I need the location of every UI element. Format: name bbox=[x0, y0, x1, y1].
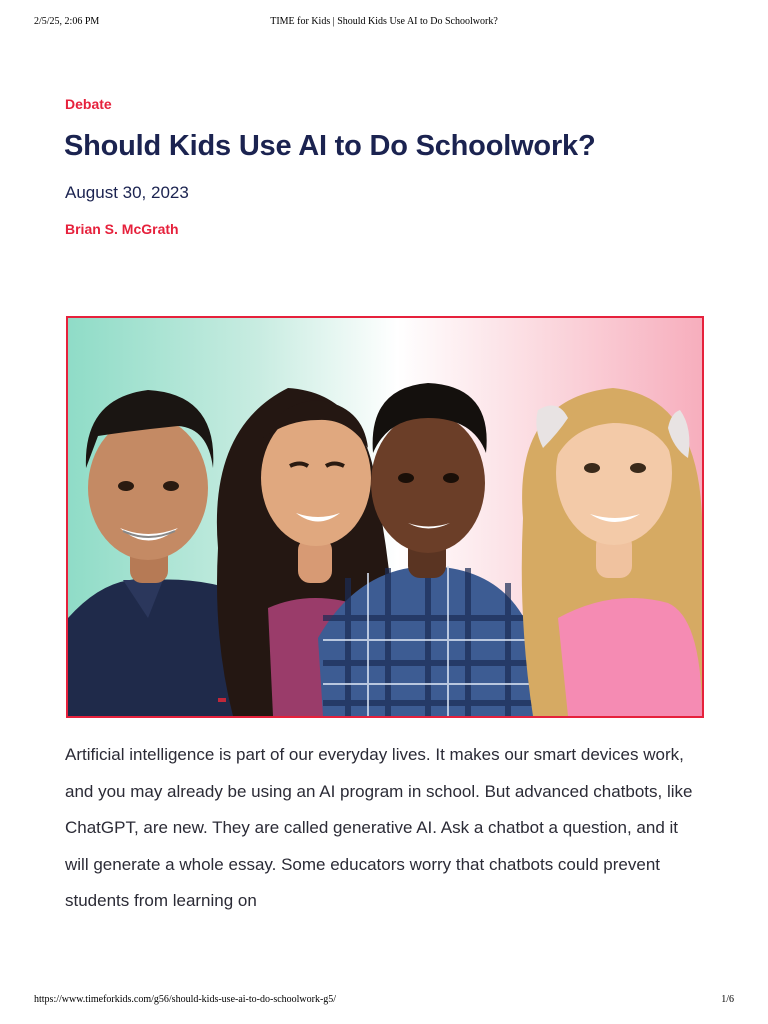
hero-image bbox=[66, 316, 704, 718]
kids-photo-illustration bbox=[68, 318, 702, 716]
category-link[interactable]: Debate bbox=[65, 96, 112, 112]
print-url: https://www.timeforkids.com/g56/should-kids-use-ai-to-do-schoolwork-g5/ bbox=[34, 994, 337, 1005]
author-link[interactable]: Brian S. McGrath bbox=[65, 221, 179, 237]
print-page-number: 1/6 bbox=[721, 994, 734, 1005]
print-datetime: 2/5/25, 2:06 PM bbox=[34, 16, 100, 27]
print-page-title: TIME for Kids | Should Kids Use AI to Do Schoolwork? bbox=[270, 16, 498, 27]
article-headline: Should Kids Use AI to Do Schoolwork? bbox=[64, 130, 596, 162]
print-header bbox=[34, 16, 734, 30]
print-footer bbox=[34, 994, 734, 1008]
article-body: Artificial intelligence is part of our everyday lives. It makes our smart devices work, and you may already be using an AI program in school. But advanced chatbots, like ChatGPT, are new. They are called generative AI. Ask a chatbot a question, and it will generate a whole essay. Some educators worry that chatbots could prevent students from learning on bbox=[65, 745, 693, 910]
kid-4 bbox=[522, 388, 702, 716]
publish-date: August 30, 2023 bbox=[65, 183, 189, 202]
